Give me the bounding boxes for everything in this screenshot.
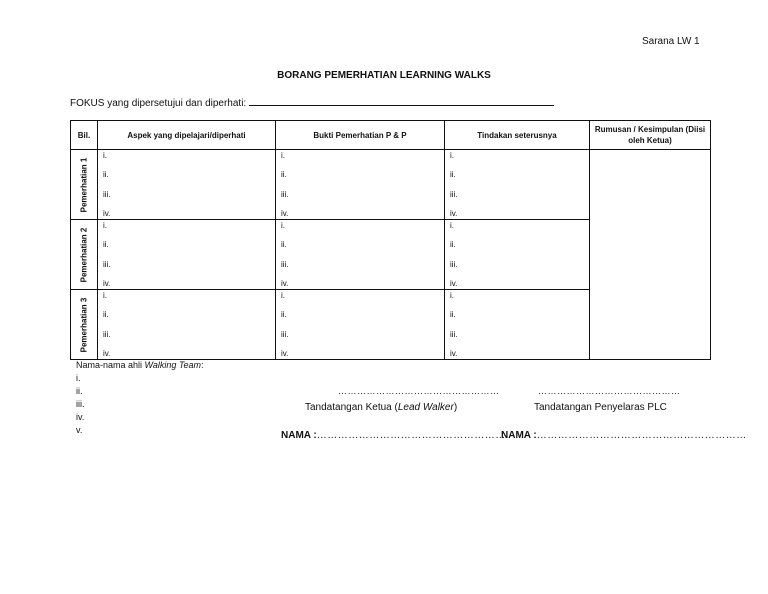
column-header-bil: Bil.	[71, 121, 98, 150]
numeral: ii.	[450, 170, 456, 179]
team-member-item[interactable]: i.	[76, 373, 81, 383]
column-header-rumusan: Rumusan / Kesimpulan (Diisi oleh Ketua)	[590, 121, 711, 150]
numeral: ii.	[281, 170, 287, 179]
walking-team-heading: Nama-nama ahli Walking Team:	[76, 360, 204, 370]
numeral: i.	[103, 151, 107, 160]
aspek-cell[interactable]	[98, 150, 276, 220]
table-row	[71, 150, 711, 220]
numeral: iii.	[450, 330, 458, 339]
numeral: i.	[281, 291, 285, 300]
form-title: BORANG PEMERHATIAN LEARNING WALKS	[277, 70, 491, 81]
numeral: ii.	[281, 240, 287, 249]
column-header-aspek: Aspek yang dipelajari/diperhati	[98, 121, 276, 150]
numeral: iv.	[103, 209, 111, 218]
numeral: iv.	[281, 279, 289, 288]
column-header-tindakan: Tindakan seterusnya	[445, 121, 590, 150]
numeral: i.	[281, 221, 285, 230]
numeral: iii.	[450, 190, 458, 199]
numeral: i.	[103, 291, 107, 300]
plc-signature-line[interactable]: ………………………………………	[538, 386, 681, 396]
observation-table	[70, 120, 711, 360]
row-label-cell	[71, 290, 98, 360]
numeral: iv.	[450, 349, 458, 358]
numeral: i.	[450, 291, 454, 300]
numeral: iii.	[281, 190, 289, 199]
tindakan-cell[interactable]	[445, 150, 590, 220]
numeral: iii.	[281, 260, 289, 269]
row-label-cell	[71, 220, 98, 290]
numeral: iii.	[450, 260, 458, 269]
numeral: ii.	[103, 170, 109, 179]
bukti-cell[interactable]	[276, 220, 445, 290]
lead-name-field[interactable]: NAMA :………………………………………………	[281, 430, 506, 441]
team-member-item[interactable]: iv.	[76, 412, 85, 422]
numeral: iv.	[103, 279, 111, 288]
numeral: ii.	[103, 310, 109, 319]
numeral: ii.	[450, 310, 456, 319]
team-member-item[interactable]: iii.	[76, 399, 85, 409]
numeral: i.	[103, 221, 107, 230]
tindakan-cell[interactable]	[445, 220, 590, 290]
row-label: Pemerhatian 1	[79, 157, 89, 212]
numeral: ii.	[281, 310, 287, 319]
team-member-item[interactable]: v.	[76, 425, 83, 435]
numeral: iv.	[450, 209, 458, 218]
numeral: iii.	[103, 190, 111, 199]
row-label-cell	[71, 150, 98, 220]
document-reference: Sarana LW 1	[642, 36, 700, 47]
numeral: iv.	[450, 279, 458, 288]
table-header-row	[71, 121, 711, 150]
team-member-item[interactable]: ii.	[76, 386, 83, 396]
numeral: i.	[450, 221, 454, 230]
numeral: i.	[450, 151, 454, 160]
numeral: ii.	[103, 240, 109, 249]
rumusan-cell[interactable]	[590, 150, 711, 360]
numeral: iii.	[103, 260, 111, 269]
plc-name-field[interactable]: NAMA :……………………………………………………	[501, 430, 747, 441]
column-header-bukti: Bukti Pemerhatian P & P	[276, 121, 445, 150]
aspek-cell[interactable]	[98, 220, 276, 290]
focus-label: FOKUS yang dipersetujui dan diperhati:	[70, 98, 247, 109]
lead-signature-line[interactable]: ……………………………………………	[338, 386, 500, 396]
focus-blank-line[interactable]	[249, 96, 554, 106]
focus-field[interactable]	[70, 96, 554, 109]
row-label: Pemerhatian 2	[79, 227, 89, 282]
numeral: iv.	[281, 209, 289, 218]
numeral: ii.	[450, 240, 456, 249]
numeral: i.	[281, 151, 285, 160]
numeral: iii.	[281, 330, 289, 339]
tindakan-cell[interactable]	[445, 290, 590, 360]
numeral: iv.	[103, 349, 111, 358]
bukti-cell[interactable]	[276, 150, 445, 220]
numeral: iii.	[103, 330, 111, 339]
numeral: iv.	[281, 349, 289, 358]
lead-signature-caption: Tandatangan Ketua (Lead Walker)	[305, 402, 458, 413]
row-label: Pemerhatian 3	[79, 297, 89, 352]
bukti-cell[interactable]	[276, 290, 445, 360]
aspek-cell[interactable]	[98, 290, 276, 360]
plc-signature-caption: Tandatangan Penyelaras PLC	[534, 402, 667, 413]
